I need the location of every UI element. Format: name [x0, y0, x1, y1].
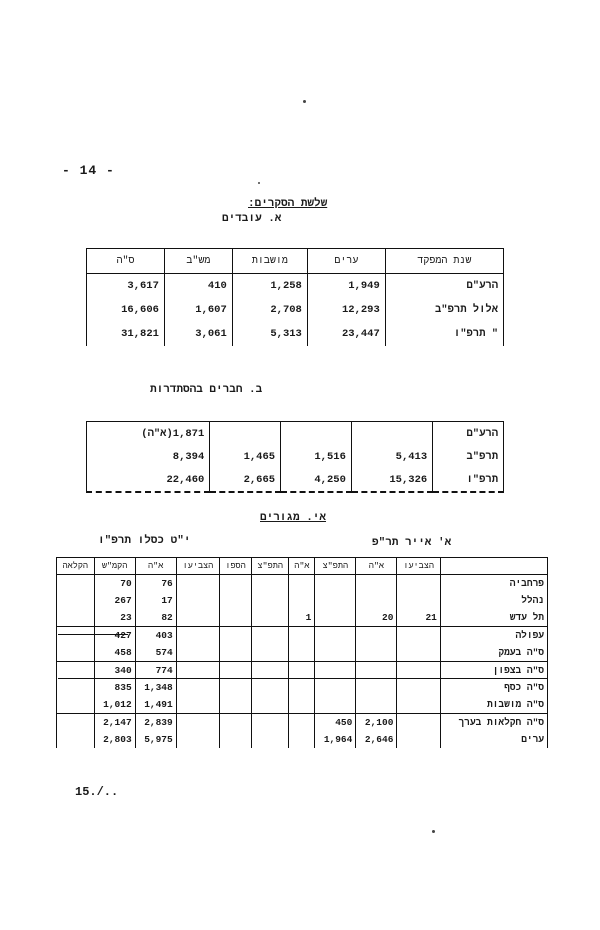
table-row	[57, 696, 548, 714]
cell	[315, 644, 356, 662]
cell	[315, 679, 356, 696]
cell	[176, 662, 219, 680]
cell: 22,460	[87, 468, 210, 492]
cell: 23	[94, 609, 135, 627]
cell: 4,250	[281, 468, 352, 492]
cell	[397, 662, 440, 680]
cell	[57, 662, 95, 680]
row-label: ערים	[440, 731, 547, 748]
workers-table	[86, 248, 504, 346]
cell: 1,465	[210, 445, 281, 468]
table-row	[57, 662, 548, 680]
cell	[220, 627, 252, 645]
cell	[57, 644, 95, 662]
cell	[251, 662, 289, 680]
cell	[289, 696, 315, 714]
cell	[315, 662, 356, 680]
row-label: ס"ה בעמק	[440, 644, 547, 662]
cell: 12,293	[307, 298, 385, 322]
table-row	[87, 298, 504, 322]
cell: 2,708	[232, 298, 307, 322]
table-row	[57, 627, 548, 645]
cell: 340	[94, 662, 135, 680]
table-row	[87, 322, 504, 346]
cell: 450	[315, 714, 356, 732]
cell: 410	[164, 274, 232, 299]
settlements-table	[56, 557, 548, 748]
cell	[57, 609, 95, 627]
col-header: מושבות	[232, 249, 307, 274]
table-row	[57, 714, 548, 732]
cell	[397, 696, 440, 714]
cell: 70	[94, 575, 135, 593]
cell: 8,394	[87, 445, 210, 468]
cell	[397, 679, 440, 696]
cell	[220, 592, 252, 609]
cell	[356, 627, 397, 645]
row-label: תרפ"ו	[433, 468, 504, 492]
cell	[289, 662, 315, 680]
footer-continuation: 15./..	[75, 785, 119, 799]
cell	[57, 731, 95, 748]
row-label: עפולה	[440, 627, 547, 645]
cell: 774	[135, 662, 176, 680]
scan-speck	[432, 830, 435, 833]
scan-speck	[303, 100, 306, 103]
cell	[289, 644, 315, 662]
cell	[356, 696, 397, 714]
cell: 1,348	[135, 679, 176, 696]
cell: 21	[397, 609, 440, 627]
cell: 2,646	[356, 731, 397, 748]
table-row	[57, 609, 548, 627]
col-header: א"ה	[135, 558, 176, 575]
cell: 2,839	[135, 714, 176, 732]
row-label: ס"ה כסף	[440, 679, 547, 696]
cell	[356, 575, 397, 593]
cell	[397, 575, 440, 593]
cell	[176, 696, 219, 714]
cell	[351, 422, 432, 446]
row-label: אלול תרפ"ב	[385, 298, 503, 322]
cell	[176, 731, 219, 748]
row-label: הרע"ם	[433, 422, 504, 446]
cell: 20	[356, 609, 397, 627]
cell: 15,326	[351, 468, 432, 492]
table-row	[57, 575, 548, 593]
cell: 267	[94, 592, 135, 609]
cell: 3,061	[164, 322, 232, 346]
cell: 2,147	[94, 714, 135, 732]
cell	[397, 644, 440, 662]
col-header: הצביעו	[397, 558, 440, 575]
cell: 5,413	[351, 445, 432, 468]
subsection-a-title: א. עובדים	[222, 213, 282, 225]
cell	[281, 422, 352, 446]
cell	[289, 592, 315, 609]
cell	[315, 627, 356, 645]
cell	[289, 575, 315, 593]
cell	[220, 696, 252, 714]
date-heading-right: א' אייר תר"פ	[372, 537, 452, 549]
cell: 1,491	[135, 696, 176, 714]
cell	[397, 714, 440, 732]
col-header	[440, 558, 547, 575]
cell	[176, 714, 219, 732]
cell	[251, 627, 289, 645]
cell	[220, 731, 252, 748]
cell: 5,975	[135, 731, 176, 748]
col-header: א"ה	[356, 558, 397, 575]
cell	[176, 679, 219, 696]
cell	[289, 627, 315, 645]
cell: 2,803	[94, 731, 135, 748]
col-header: התפ"צ	[315, 558, 356, 575]
cell: 76	[135, 575, 176, 593]
row-label: הרע"ם	[385, 274, 503, 299]
cell: 835	[94, 679, 135, 696]
cell	[397, 592, 440, 609]
page-number: - 14 -	[62, 163, 115, 178]
cell	[289, 731, 315, 748]
cell	[57, 679, 95, 696]
cell: 23,447	[307, 322, 385, 346]
cell: 5,313	[232, 322, 307, 346]
table-row	[87, 445, 504, 468]
row-label: נהלל	[440, 592, 547, 609]
col-header: הקלאה	[57, 558, 95, 575]
cell	[251, 714, 289, 732]
cell	[356, 592, 397, 609]
cell	[397, 627, 440, 645]
section-title: שלשת הסקרים:	[248, 198, 328, 210]
cell: 1,964	[315, 731, 356, 748]
col-header: א"ה	[289, 558, 315, 575]
cell: 3,617	[87, 274, 165, 299]
table-row	[57, 679, 548, 696]
col-header: שנת המפקד	[385, 249, 503, 274]
table-row	[57, 592, 548, 609]
table-row	[87, 274, 504, 299]
cell	[315, 592, 356, 609]
cell	[315, 575, 356, 593]
row-label: תל עדש	[440, 609, 547, 627]
date-heading-left: י"ט כסלו תרפ"ו	[98, 535, 191, 547]
cell	[176, 644, 219, 662]
cell: 1,516	[281, 445, 352, 468]
scan-speck	[258, 182, 260, 184]
cell	[315, 696, 356, 714]
cell	[220, 609, 252, 627]
cell: 1,012	[94, 696, 135, 714]
cell	[289, 679, 315, 696]
cell	[57, 714, 95, 732]
cell: 1,607	[164, 298, 232, 322]
cell: (א"ה)1,871	[87, 422, 210, 446]
table-row	[87, 422, 504, 446]
cell: 1,258	[232, 274, 307, 299]
cell	[251, 609, 289, 627]
cell	[251, 696, 289, 714]
cell	[220, 662, 252, 680]
members-table	[86, 421, 504, 493]
table-row	[57, 731, 548, 748]
cell: 16,606	[87, 298, 165, 322]
cell	[356, 662, 397, 680]
cell: 1	[289, 609, 315, 627]
row-label: ס"ה מושבות	[440, 696, 547, 714]
cell	[220, 714, 252, 732]
table-header-row	[87, 249, 504, 274]
cell	[220, 679, 252, 696]
row-label: ס"ה בצפון	[440, 662, 547, 680]
row-label: ס"ה חקלאות בערך	[440, 714, 547, 732]
col-header: ערים	[307, 249, 385, 274]
cell	[210, 422, 281, 446]
row-label: תרפ"ב	[433, 445, 504, 468]
cell	[57, 696, 95, 714]
table-row	[57, 644, 548, 662]
cell	[251, 644, 289, 662]
cell: 403	[135, 627, 176, 645]
subsection-b-title: ב. חברים בהסתדרות	[150, 384, 263, 396]
cell	[57, 575, 95, 593]
cell	[57, 627, 95, 645]
cell	[356, 679, 397, 696]
cell	[251, 592, 289, 609]
cell	[176, 627, 219, 645]
cell	[220, 644, 252, 662]
cell: 17	[135, 592, 176, 609]
col-header: מש"ב	[164, 249, 232, 274]
cell: 2,100	[356, 714, 397, 732]
cell	[289, 714, 315, 732]
cell	[397, 731, 440, 748]
cell: 458	[94, 644, 135, 662]
cell	[176, 609, 219, 627]
col-header: התפ"צ	[251, 558, 289, 575]
cell: 2,665	[210, 468, 281, 492]
cell	[57, 592, 95, 609]
col-header: הצביעו	[176, 558, 219, 575]
cell	[356, 644, 397, 662]
cell: 574	[135, 644, 176, 662]
cell	[251, 575, 289, 593]
cell: 82	[135, 609, 176, 627]
col-header: הקמ"ש	[94, 558, 135, 575]
subsection-c-title: אי. מגורים	[260, 512, 327, 524]
row-label: פרחביה	[440, 575, 547, 593]
table-row	[87, 468, 504, 492]
divider	[58, 634, 128, 635]
cell	[315, 609, 356, 627]
cell	[251, 731, 289, 748]
cell	[251, 679, 289, 696]
col-header: ס"ה	[87, 249, 165, 274]
row-label: " תרפ"ו	[385, 322, 503, 346]
cell: 427	[94, 627, 135, 645]
cell	[220, 575, 252, 593]
divider	[58, 678, 548, 679]
cell: 1,949	[307, 274, 385, 299]
col-header: הספו	[220, 558, 252, 575]
cell	[176, 575, 219, 593]
cell: 31,821	[87, 322, 165, 346]
table-header-row	[57, 558, 548, 575]
cell	[176, 592, 219, 609]
